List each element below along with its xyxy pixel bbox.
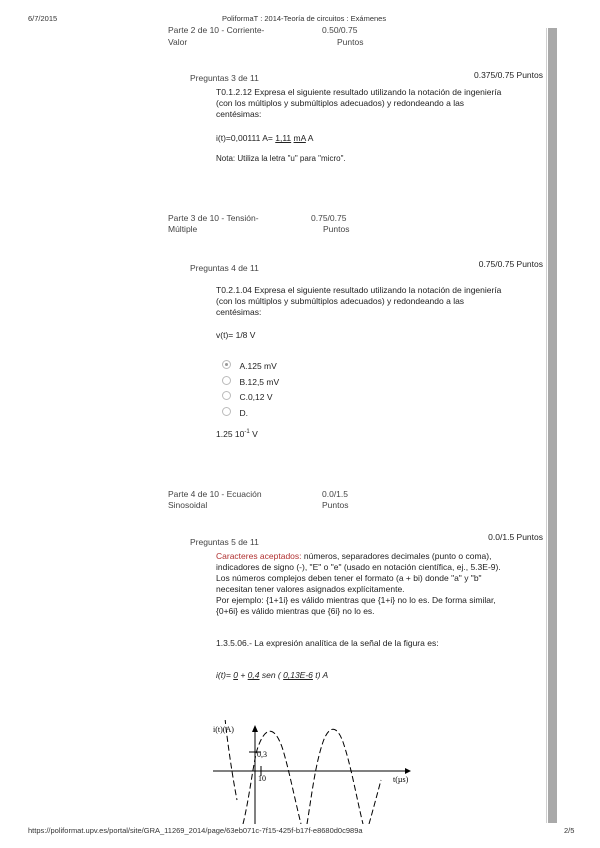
part4-label-line1: Parte 4 de 10 - Ecuación bbox=[168, 489, 262, 499]
part3-label-line2: Múltiple bbox=[168, 224, 198, 234]
question-3-note: Nota: Utiliza la letra "u" para "micro". bbox=[216, 154, 346, 163]
part3-score-unit: Puntos bbox=[323, 224, 350, 234]
option-c-radio[interactable] bbox=[222, 391, 231, 400]
print-date: 6/7/2015 bbox=[28, 14, 58, 23]
option-b-radio[interactable] bbox=[222, 376, 231, 385]
answer-frequency: 0,13E-6 bbox=[283, 670, 313, 680]
question-3-points: 0.375/0.75 Puntos bbox=[473, 70, 543, 80]
footer-url: https://poliformat.upv.es/portal/site/GRA_11269_2014/page/63eb071c-7f15-425f-b17f-e8680d0c989a bbox=[28, 826, 363, 835]
question-4-equation: v(t)= 1/8 V bbox=[216, 330, 256, 340]
accepted-chars-line3: Los números complejos deben tener el formato (a + bi) donde "a" y "b" bbox=[216, 573, 482, 583]
question-5-statement: 1.3.5.06.- La expresión analítica de la señal de la figura es: bbox=[216, 638, 439, 648]
question-3-line2: (con los múltiplos y submúltiplos adecuados) y redondeando a las bbox=[216, 98, 465, 108]
question-3-text bbox=[216, 87, 501, 120]
figure-ylabel: i(t)(A) bbox=[213, 725, 234, 734]
x-axis-arrow bbox=[405, 768, 411, 774]
accepted-chars-line6: {0+6i} es válido mientras que {6i} no lo es. bbox=[216, 606, 375, 616]
part4-score: 0.0/1.5 bbox=[322, 489, 348, 499]
option-d-unit: V bbox=[249, 428, 258, 439]
signal-curve bbox=[225, 720, 381, 824]
option-d-radio[interactable] bbox=[222, 407, 231, 416]
question-5-accepted-chars bbox=[216, 551, 501, 617]
page-title: PoliformaT : 2014-Teoría de circuitos : Exámenes bbox=[222, 14, 387, 23]
eq-sen: sen ( bbox=[259, 670, 284, 680]
accepted-chars-line4: necesitan tener valores asignados explícitamente. bbox=[216, 584, 405, 594]
option-b-label: B.12,5 mV bbox=[239, 377, 280, 387]
question-3-answer: 1,11 bbox=[275, 133, 292, 143]
question-4-line2: (con los múltiplos y submúltiplos adecuados) y redondeando a las bbox=[216, 296, 465, 306]
figure-xlabel: t(µs) bbox=[393, 775, 409, 784]
option-d-exponent: -1 bbox=[244, 429, 250, 435]
accepted-chars-label: Caracteres aceptados: bbox=[216, 551, 302, 561]
scrollbar-edge bbox=[546, 28, 547, 823]
part2-score: 0.50/0.75 bbox=[322, 25, 358, 35]
question-3-eq-prefix: i(t)=0,00111 A= bbox=[216, 133, 273, 143]
scrollbar[interactable] bbox=[548, 28, 557, 823]
answer-offset: 0 bbox=[233, 670, 238, 680]
part2-score-unit: Puntos bbox=[337, 37, 364, 47]
question-4-points: 0.75/0.75 Puntos bbox=[478, 259, 543, 269]
part2-label-line2: Valor bbox=[168, 37, 188, 47]
option-d-value bbox=[216, 427, 258, 440]
option-c-label: C.0,12 V bbox=[239, 392, 273, 402]
accepted-chars-line1: números, separadores decimales (punto o coma), bbox=[301, 551, 492, 561]
part3-label-line1: Parte 3 de 10 - Tensión- bbox=[168, 213, 259, 223]
signal-figure bbox=[205, 720, 435, 824]
eq-suffix: t) A bbox=[312, 670, 329, 680]
figure-tick-y: 0,3 bbox=[257, 750, 267, 759]
y-axis-arrow bbox=[252, 725, 258, 732]
part2-label-line1: Parte 2 de 10 - Corriente- bbox=[168, 25, 265, 35]
eq-prefix: i(t)= bbox=[216, 670, 234, 680]
question-4-line3: centésimas: bbox=[216, 307, 262, 317]
question-3-title: Preguntas 3 de 11 bbox=[190, 73, 259, 83]
option-d-label: D. bbox=[239, 408, 248, 418]
question-5-points: 0.0/1.5 Puntos bbox=[488, 532, 543, 542]
footer-page-number: 2/5 bbox=[564, 826, 575, 835]
accepted-chars-line5: Por ejemplo: {1+1i} es válido mientras que {1+i} no lo es. De forma similar, bbox=[216, 595, 496, 605]
option-a-radio[interactable] bbox=[222, 360, 231, 369]
question-4-line1: T0.2.1.04 Expresa el siguiente resultado utilizando la notación de ingeniería bbox=[216, 285, 502, 295]
question-4-text bbox=[216, 285, 501, 318]
option-d-mantissa: 1.25 10 bbox=[216, 428, 245, 439]
eq-plus: + bbox=[237, 670, 248, 680]
question-3-line3: centésimas: bbox=[216, 109, 262, 119]
accepted-chars-line2: indicadores de signo (-), "E" o "e" (usado en notación científica, ej., 5.3E-9). bbox=[216, 562, 501, 572]
question-4-title: Preguntas 4 de 11 bbox=[190, 263, 259, 273]
question-3-line1: T0.1.2.12 Expresa el siguiente resultado utilizando la notación de ingeniería bbox=[216, 87, 502, 97]
option-a-label: A.125 mV bbox=[239, 361, 277, 371]
part3-score: 0.75/0.75 bbox=[311, 213, 347, 223]
figure-tick-x: 10 bbox=[258, 774, 266, 783]
question-3-equation bbox=[216, 133, 313, 144]
answer-amplitude: 0,4 bbox=[247, 670, 260, 680]
part4-label-line2: Sinosoidal bbox=[168, 500, 208, 510]
question-3-unit: mA bbox=[293, 133, 306, 143]
option-d[interactable] bbox=[222, 403, 248, 421]
question-5-equation bbox=[216, 670, 328, 681]
part4-score-unit: Puntos bbox=[322, 500, 349, 510]
question-3-eq-suffix: A bbox=[307, 133, 314, 143]
question-5-title: Preguntas 5 de 11 bbox=[190, 537, 259, 547]
